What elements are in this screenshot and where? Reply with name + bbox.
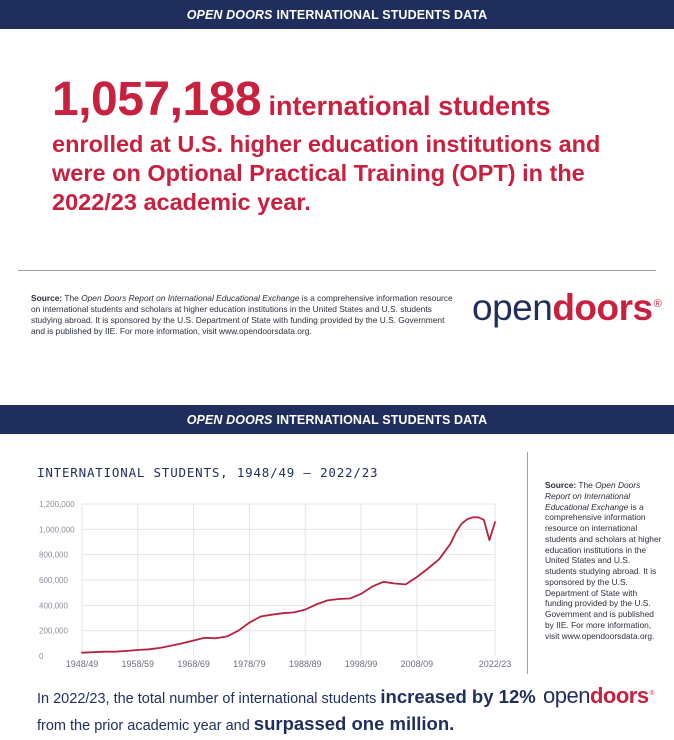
banner-title: INTERNATIONAL STUDENTS DATA	[276, 412, 488, 427]
source-report-title: Open Doors Report on International Educational Exchange	[81, 293, 300, 303]
top-banner	[0, 0, 674, 29]
enrollment-line-chart	[0, 490, 527, 680]
source-pre: The	[62, 293, 82, 303]
opendoors-logo-small	[543, 683, 654, 709]
chart-title: INTERNATIONAL STUDENTS, 1948/49 – 2022/23	[37, 465, 379, 480]
section-banner	[0, 405, 674, 434]
banner-brand: OPEN DOORS	[186, 7, 273, 22]
logo-registered-mark: ®	[649, 689, 654, 697]
source-body: is a comprehensive information resource on international students and scholars at higher education institutions in the United States and U.S. students studying abroad. It is sponsored by the U.S. Department of State with funding provided by the U.S. Government and is published by IIE. For more information, visit www.opendoorsdata.org.	[545, 501, 662, 641]
y-tick-label: 600,000	[39, 576, 68, 585]
summary-highlight-million: surpassed one million.	[253, 712, 455, 734]
y-tick-label: 1,200,000	[39, 500, 75, 509]
source-pre: The	[576, 480, 596, 490]
x-tick-label: 1998/99	[344, 659, 378, 669]
x-tick-label: 2008/09	[400, 659, 434, 669]
opendoors-logo	[472, 287, 661, 329]
summary-line1: In 2022/23, the total number of international students	[37, 691, 381, 707]
x-tick-label: 1948/49	[65, 659, 99, 669]
x-tick-label: 1988/89	[288, 659, 322, 669]
source-note-top	[31, 293, 456, 337]
y-tick-label: 400,000	[39, 601, 68, 611]
summary-highlight-increase: increased by 12%	[380, 686, 536, 707]
summary-text	[37, 684, 537, 738]
y-tick-label: 200,000	[39, 626, 68, 636]
source-label: Source:	[31, 293, 63, 303]
summary-line2: from the prior academic year and	[37, 717, 254, 734]
headline-number: 1,057,188	[52, 73, 262, 126]
source-report-title: Open Doors Report on International Educational Exchange	[545, 480, 641, 512]
source-label: Source:	[545, 480, 577, 490]
horizontal-divider	[18, 270, 656, 271]
y-tick-label: 0	[39, 652, 44, 661]
logo-doors: doors	[552, 287, 653, 328]
logo-open: open	[543, 683, 590, 708]
headline	[52, 70, 652, 217]
enrollment-series-line	[82, 517, 495, 652]
banner-brand: OPEN DOORS	[186, 412, 273, 427]
source-note-side	[545, 480, 663, 641]
x-tick-label: 2022/23	[478, 659, 512, 669]
logo-open: open	[472, 287, 553, 328]
logo-doors: doors	[589, 683, 649, 708]
x-tick-label: 1978/79	[233, 659, 266, 669]
y-tick-label: 1,000,000	[39, 525, 75, 535]
x-tick-label: 1958/59	[121, 659, 155, 669]
y-tick-label: 800,000	[39, 550, 68, 560]
headline-lead: international students	[261, 91, 551, 121]
banner-title: INTERNATIONAL STUDENTS DATA	[276, 7, 488, 22]
logo-registered-mark: ®	[653, 297, 662, 310]
source-body: is a comprehensive information resource on international students and scholars at higher education institutions in the United States and U.S. students studying abroad. It is sponsored by the U.S. Department of State with funding provided by the U.S. Government and is published by IIE. For more information, visit www.opendoorsdata.org.	[31, 293, 453, 336]
headline-rest: enrolled at U.S. higher education institutions and were on Optional Practical Training (OPT) in the 2022/23 academic year.	[52, 130, 601, 215]
x-tick-label: 1968/69	[177, 659, 210, 669]
vertical-divider	[527, 452, 528, 674]
